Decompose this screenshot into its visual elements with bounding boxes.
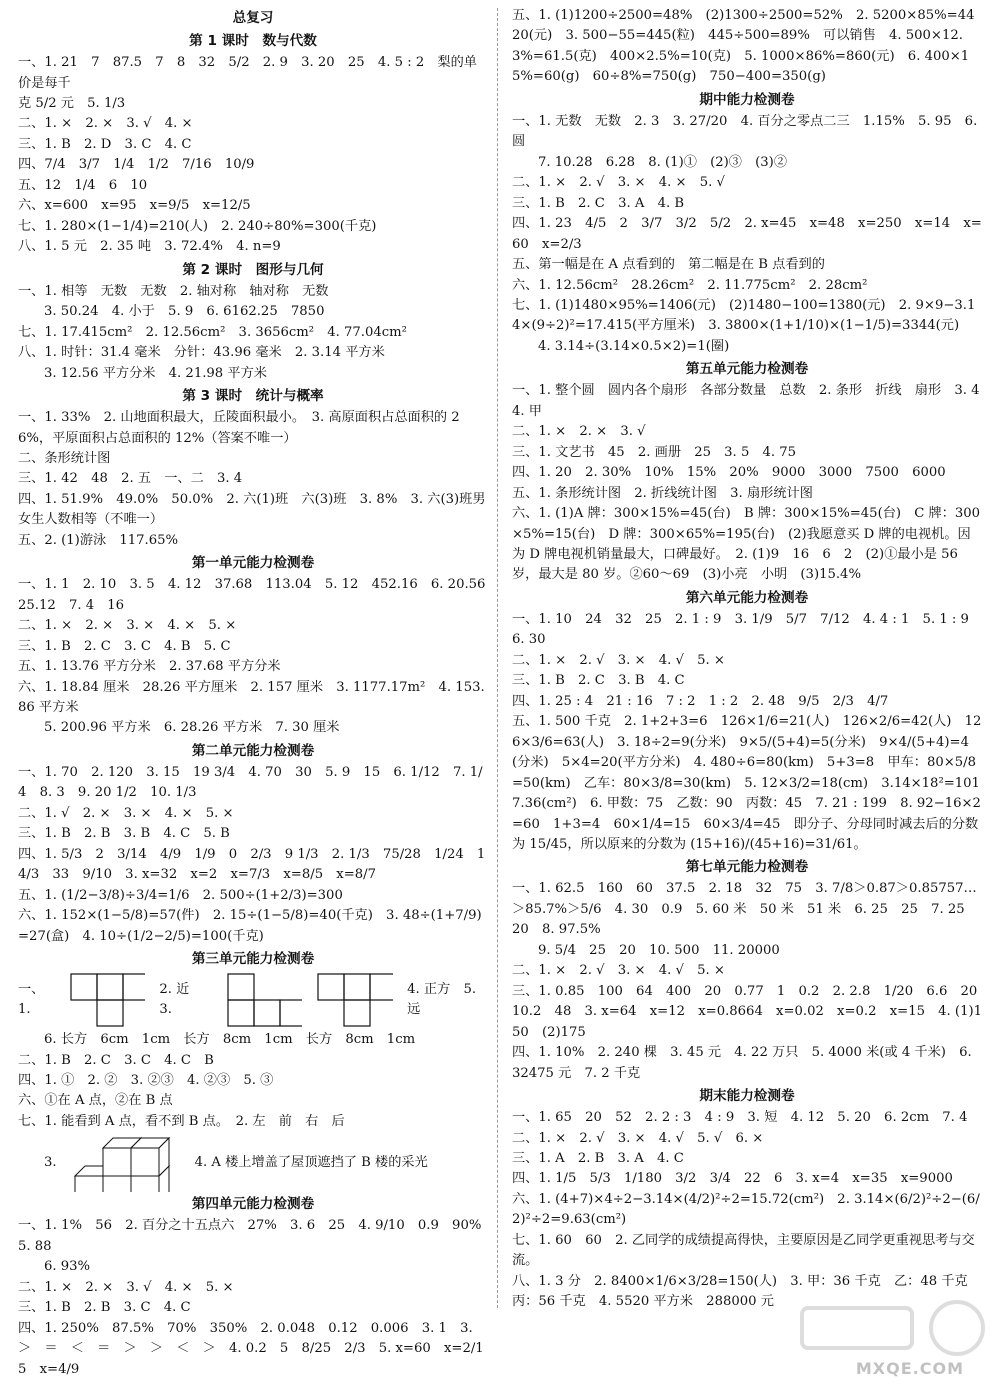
- column-divider: [497, 8, 498, 1308]
- answer-line: 四、1. ① 2. ② 3. ②③ 4. ②③ 5. ③: [18, 1073, 274, 1089]
- answer-line: 三、1. A 2. B 3. A 4. C: [512, 1150, 684, 1166]
- side-view-figure: [226, 972, 303, 1028]
- answer-line: 四、1. 23 4/5 2 3/7 3/2 5/2 2. x=45 x=48 x=250 x=14 x=60 x=2/3: [512, 216, 982, 252]
- answer-line: 四、1. 10% 2. 240 棵 3. 45 元 4. 22 万只 5. 4000 米(或 4 千米) 6. 32475 元 7. 2 千克: [512, 1045, 972, 1081]
- answer-line: 二、1. × 2. √ 3. × 4. √ 5. ×: [512, 963, 725, 979]
- answer-line: 五、1. 13.76 平方分米 2. 37.68 平方分米: [18, 659, 281, 675]
- answer-line: 一、1. 62.5 160 60 37.5 2. 18 32 75 3. 7/8＞0.87＞0.85757…＞85.7%＞5/6 4. 30 0.9 5. 60 米 50 米 51 米 6. 25 25 7. 25 20 8. 97.5%: [512, 881, 978, 938]
- answer-line: 4. 3.14÷(3.14×0.5×2)=1(圈): [538, 338, 730, 354]
- answer-line: 四、1. 20 2. 30% 10% 15% 20% 9000 3000 7500 6000: [512, 465, 946, 481]
- answer-line: 二、1. × 2. × 3. √: [512, 424, 646, 440]
- answer-line: 二、1. × 2. √ 3. × 4. √ 5. √ 6. ×: [512, 1130, 764, 1146]
- answer-line: 6. 长方 6cm 1cm 长方 8cm 1cm 长方 8cm 1cm: [44, 1032, 416, 1048]
- answer-line: 六、①在 A 点，②在 B 点: [18, 1093, 173, 1109]
- answer-line: 六、1. (4+7)×4÷2−3.14×(4/2)²÷2=15.72(cm²) 2. 3.14×(6/2)²÷2−(6/2)²÷2=9.63(cm²): [512, 1191, 980, 1228]
- answer-line: 三、1. B 2. B 3. B 4. C 5. B: [18, 826, 230, 842]
- section-title: 第六单元能力检测卷: [685, 589, 809, 606]
- answer-line: 5. 200.96 平方米 6. 28.26 平方米 7. 30 厘米: [44, 720, 340, 736]
- cube-stack-figure: [71, 1134, 181, 1192]
- three-view-figures: [18, 972, 488, 1028]
- answer-line: 一、1. 整个圆 圆内各个扇形 各部分数量 总数 2. 条形 折线 扇形 3. 4 4. 甲: [512, 383, 993, 419]
- section-title: 期中能力检测卷: [699, 91, 795, 108]
- answer-line: 二、1. × 2. √ 3. × 4. √ 5. ×: [512, 652, 725, 668]
- answer-line: 一、1. 1 2. 10 3. 5 4. 12 37.68 113.04 5. 12 452.16 6. 20.56 25.12 7. 4 16: [18, 577, 499, 613]
- answer-line: 六、1. (1)A 牌：300×15%=45(台) B 牌：300×15%=45(台) C 牌：300×5%=15(台) D 牌：300×65%=195(台) (2)我愿意买 D 牌的电视机。因为 D 牌电视机销量最大，口碑最好。 2. (1)9 16 6 2 (2)①最小是 56 岁，最大是 80 岁。②60～69 (3)小亮 小明 (3)15.4%: [512, 506, 981, 583]
- answer-line: 三、1. B 2. D 3. C 4. C: [18, 136, 192, 152]
- answer-line: 五、1. (1/2−3/8)÷3/4=1/6 2. 500÷(1+2/3)=300: [18, 887, 343, 903]
- answer-line: 一、1. 65 20 52 2. 2 : 3 4 : 9 3. 短 4. 12 5. 20 6. 2cm 7. 4: [512, 1110, 968, 1126]
- answer-line: 四、1. 1/5 5/3 1/180 3/2 3/4 22 6 3. x=4 x=35 x=9000: [512, 1171, 953, 1187]
- answer-line: 一、1. 无数 无数 2. 3 3. 27/20 4. 百分之零点二三 1.15% 5. 95 6. 圆: [512, 113, 978, 150]
- watermark-text: MXQE.COM: [855, 1359, 964, 1379]
- answer-line: 六、x=600 x=95 x=9/5 x=12/5: [18, 198, 251, 214]
- answer-line: 七、1. 17.415cm² 2. 12.56cm² 3. 3656cm² 4. 77.04cm²: [18, 324, 407, 340]
- answer-line: 八、1. 时针：31.4 毫米 分针：43.96 毫米 2. 3.14 平方米: [18, 345, 385, 361]
- section-title: 总复习: [232, 10, 274, 26]
- answer-line: 五、1. 条形统计图 2. 折线统计图 3. 扇形统计图: [512, 485, 813, 501]
- answer-line: 三、1. 文艺书 45 2. 画册 25 3. 5 4. 75: [512, 444, 797, 460]
- answer-line: 八、1. 3 分 2. 8400×1/6×3/28=150(人) 3. 甲：36 千克 乙：48 千克 丙：56 千克 4. 5520 平方米 288000 元: [512, 1273, 981, 1310]
- section-title: 第五单元能力检测卷: [685, 361, 809, 378]
- section-title: 第 3 课时 统计与概率: [182, 387, 324, 404]
- figure-label: 4. 正方 5. 远: [407, 981, 477, 1018]
- answer-line: 三、1. B 2. C 3. C 4. B 5. C: [18, 638, 231, 654]
- answer-line: 七、1. 280×(1−1/4)=210(人) 2. 240÷80%=300(千克): [18, 218, 377, 234]
- section-title: 第 2 课时 图形与几何: [182, 261, 324, 278]
- section-title: 第一单元能力检测卷: [191, 555, 315, 572]
- answer-line: 6. 93%: [44, 1259, 91, 1275]
- left-column: [18, 6, 499, 1380]
- right-column: [512, 6, 993, 1313]
- answer-line: 七、1. 60 60 2. 乙同学的成绩提高得快，主要原因是乙同学更重视思考与交流。: [512, 1232, 975, 1269]
- answer-line: 一、1. 33% 2. 山地面积最大，丘陵面积最小。 3. 高原面积占总面积的 26%，平原面积占总面积的 12%（答案不唯一）: [18, 410, 460, 446]
- answer-line: 7. 10.28 6.28 8. (1)① (2)③ (3)②: [538, 154, 788, 170]
- front-view-figure: [69, 972, 146, 1028]
- answer-line: 五、2. (1)游泳 117.65%: [18, 532, 179, 548]
- answer-line: 七、1. 能看到 A 点，看不到 B 点。 2. 左 前 右 后: [18, 1113, 345, 1129]
- answer-line: 4. A 楼上增盖了屋顶遮挡了 B 楼的采光: [194, 1155, 428, 1171]
- answer-line: 三、1. 42 48 2. 五 一、二 3. 4: [18, 471, 243, 487]
- section-title: 第三单元能力检测卷: [191, 951, 315, 968]
- answer-line: 二、1. × 2. × 3. × 4. × 5. ×: [18, 618, 237, 634]
- top-view-figure: [316, 972, 393, 1028]
- answer-line: 二、条形统计图: [18, 450, 111, 466]
- answer-line: 一、1. 相等 无数 无数 2. 轴对称 轴对称 无数: [18, 283, 329, 299]
- answer-line: 四、1. 5/3 2 3/14 4/9 1/9 0 2/3 9 1/3 2. 1/3 75/28 1/24 14/3 33 9/10 3. x=32 x=2 x=7/3 x=8/5 x=8/7: [18, 846, 486, 883]
- answer-line: 五、第一幅是在 A 点看到的 第二幅是在 B 点看到的: [512, 257, 825, 273]
- answer-line: 一、1. 70 2. 120 3. 15 19 3/4 4. 70 30 5. 9 15 6. 1/12 7. 1/4 8. 3 9. 20 1/2 10. 1/3: [18, 764, 483, 801]
- section-title: 第四单元能力检测卷: [191, 1196, 315, 1213]
- section-title: 第二单元能力检测卷: [191, 742, 315, 759]
- answer-line: 七、1. (1)1480×95%=1406(元) (2)1480−100=1380(元) 2. 9×9−3.14×(9÷2)²=17.415(平方厘米) 3. 3800×(1+1/10)×(1−1/5)=3344(元): [512, 297, 976, 334]
- answer-line: 四、1. 51.9% 49.0% 50.0% 2. 六(1)班 六(3)班 3. 8% 3. 六(3)班男女生人数相等（不唯一）: [18, 491, 486, 528]
- answer-line: 五、12 1/4 6 10: [18, 177, 148, 193]
- answer-line: 3. 50.24 4. 小于 5. 9 6. 6162.25 7850: [44, 304, 325, 320]
- figure-label: 2. 近 3.: [159, 981, 203, 1018]
- answer-line: 克 5/2 元 5. 1/3: [18, 96, 126, 112]
- answer-line: 五、1. 500 千克 2. 1+2+3=6 126×1/6=21(人) 126×2/6=42(人) 126×3/6=63(人) 3. 18÷2=9(分米) 9×5/(5+4)=5(分米) 9×4/(5+4)=4(分米) 5×4=20(平方分米) 4. 480÷6=80(km) 5+3=8 甲车：80×5/8=50(km) 乙车：80×3/8=30(km) 5. 12×3/2=18(cm) 3.14×18²=1017.36(cm²) 6. 甲数：75 乙数：90 丙数：45 7. 21 : 199 8. 92−16×2=60 1+3=4 60×1/4=15 60×3/4=45 即分子、分母同时减去后的分数为 15/45，所以原来的分数为 (15+16)/(45+16)=31/61。: [512, 714, 982, 852]
- section-title: 第 1 课时 数与代数: [189, 33, 317, 50]
- answer-line: 三、1. B 2. C 3. A 4. B: [512, 195, 685, 211]
- answer-line: 二、1. B 2. C 3. C 4. C B: [18, 1052, 214, 1068]
- section-title: 第七单元能力检测卷: [685, 859, 809, 876]
- answer-line: 四、7/4 3/7 1/4 1/2 7/16 10/9: [18, 157, 255, 173]
- section-title: 期末能力检测卷: [699, 1088, 795, 1104]
- answer-line: 三、1. B 2. C 3. B 4. C: [512, 673, 685, 689]
- answer-line: 3. 12.56 平方分米 4. 21.98 平方米: [44, 365, 267, 381]
- answer-line: 二、1. × 2. × 3. √ 4. ×: [18, 116, 193, 132]
- answer-line: 四、1. 25 : 4 21 : 16 7 : 2 1 : 2 2. 48 9/5 2/3 4/7: [512, 693, 889, 709]
- answer-line: 9. 5/4 25 20 10. 500 11. 20000: [538, 942, 780, 958]
- answer-line: 六、1. 12.56cm² 28.26cm² 2. 11.775cm² 2. 28cm²: [512, 277, 868, 293]
- answer-line: 一、1. 21 7 87.5 7 8 32 5/2 2. 9 3. 20 25 4. 5 : 2 梨的单价是每千: [18, 55, 477, 91]
- answer-line: 一、1. 1% 56 2. 百分之十五点六 27% 3. 6 25 4. 9/10 0.9 90% 5. 88: [18, 1218, 495, 1254]
- answer-line: 三、1. B 2. B 3. C 4. C: [18, 1300, 191, 1316]
- answer-line: 四、1. 250% 87.5% 70% 350% 2. 0.048 0.12 0.006 3. 1 3. ＞ ＝ ＜ ＝ ＞ ＞ ＜ ＞ 4. 0.2 5 8/25 2/3 5. x=60 x=2/15 x=4/9: [18, 1320, 484, 1377]
- figure-label: 一、1.: [18, 981, 45, 1018]
- answer-line: 六、1. 152×(1−5/8)=57(件) 2. 15÷(1−5/8)=40(千克) 3. 48÷(1+7/9)=27(盒) 4. 10÷(1/2−2/5)=100(千克): [18, 908, 482, 944]
- answer-line: 五、1. (1)1200÷2500=48% (2)1300÷2500=52% 2. 5200×85%=4420(元) 3. 500−55=445(粒) 445÷500=89% 可以销售 4. 500×12.3%=61.5(克) 400×2.5%=10(克) 5. 1000×86%=860(元) 6. 400×15%=60(g) 60÷8%=750(g) 750−400=350(g): [512, 8, 975, 85]
- answer-line: 一、1. 10 24 32 25 2. 1 : 9 3. 1/9 5/7 7/12 4. 4 : 1 5. 1 : 9 6. 30: [512, 611, 983, 648]
- answer-line: 二、1. × 2. × 3. √ 4. × 5. ×: [18, 1279, 234, 1295]
- answer-line: 二、1. × 2. √ 3. × 4. × 5. √: [512, 175, 725, 191]
- answer-line: 二、1. √ 2. × 3. × 4. × 5. ×: [18, 805, 234, 821]
- cube-figure-row: [18, 1134, 488, 1192]
- answer-line: 六、1. 18.84 厘米 28.26 平方厘米 2. 157 厘米 3. 1177.17m² 4. 153.86 平方米: [18, 679, 485, 715]
- answer-line: 八、1. 5 元 2. 35 吨 3. 72.4% 4. n=9: [18, 239, 281, 255]
- figure-label: 3.: [44, 1155, 57, 1171]
- answer-line: 三、1. 0.85 100 64 400 20 0.77 1 0.2 2. 2.8 1/20 6.6 20 10.2 48 3. x=64 x=12 x=0.8664 x=0.02 x=0.2 x=15 4. (1)150 (2)175: [512, 983, 991, 1040]
